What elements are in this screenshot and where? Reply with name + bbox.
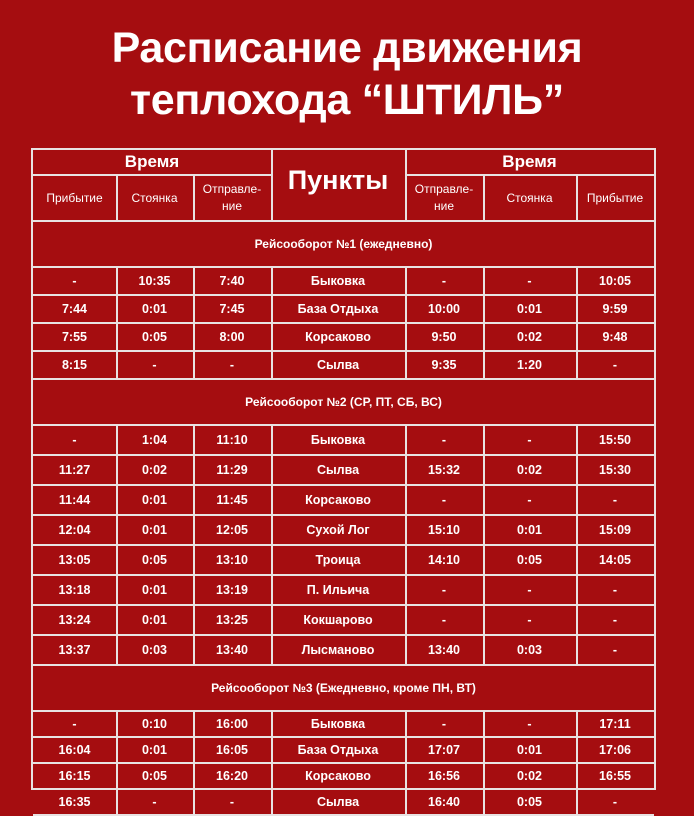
grid-line: [271, 606, 273, 634]
stop-name: База Отдыха: [297, 302, 379, 316]
title-line-2: теплохода “ШТИЛЬ”: [130, 76, 564, 124]
time-cell: 16:04: [58, 743, 91, 757]
time-cell: 11:45: [216, 493, 248, 507]
time-cell: 0:05: [141, 330, 168, 344]
grid-line: [116, 268, 118, 294]
stop-name: Корсаково: [305, 330, 371, 344]
time-cell: 13:19: [216, 583, 248, 597]
grid-line: [193, 324, 195, 350]
grid-line: [405, 636, 407, 664]
grid-line: [483, 546, 485, 574]
time-cell: 0:01: [141, 302, 168, 316]
grid-line: [193, 268, 195, 294]
time-cell: 13:24: [58, 613, 91, 627]
time-cell: 0:03: [141, 643, 168, 657]
time-cell: 10:05: [599, 274, 631, 288]
time-cell: 0:01: [141, 523, 168, 537]
grid-line: [576, 738, 578, 762]
grid-line: [576, 576, 578, 604]
grid-line: [271, 636, 273, 664]
stop-name: Сухой Лог: [306, 523, 370, 537]
time-cell: 11:29: [216, 463, 248, 477]
time-cell: 14:10: [428, 553, 460, 567]
grid-line: [576, 764, 578, 788]
grid-line: [483, 296, 485, 322]
time-cell: 11:44: [58, 493, 91, 507]
grid-line: [576, 296, 578, 322]
grid-line: [576, 636, 578, 664]
time-cell: 15:30: [599, 463, 631, 477]
grid-line: [576, 546, 578, 574]
time-cell: -: [72, 717, 77, 731]
grid-line: [405, 738, 407, 762]
grid-line: [193, 516, 195, 544]
time-cell: 1:20: [516, 358, 543, 372]
grid-line: [483, 790, 485, 814]
time-cell: 8:15: [61, 358, 88, 372]
time-cell: -: [441, 583, 447, 597]
time-cell: 12:04: [58, 523, 91, 537]
grid-line: [116, 546, 118, 574]
grid-line: [405, 546, 407, 574]
stop-name: Быковка: [310, 274, 366, 288]
time-cell: 0:01: [516, 743, 543, 757]
time-cell: 0:05: [141, 553, 168, 567]
grid-line: [271, 576, 273, 604]
time-cell: 7:40: [219, 274, 245, 288]
grid-line: [405, 352, 407, 378]
grid-line: [271, 456, 273, 484]
time-cell: 17:07: [428, 743, 460, 757]
grid-line: [576, 712, 578, 736]
time-cell: -: [441, 274, 447, 288]
time-cell: -: [229, 795, 235, 809]
grid-line: [576, 174, 578, 220]
grid-line: [193, 456, 195, 484]
header-right-col-1: Стоянка: [506, 190, 553, 205]
section-title-3: Рейсооборот №3 (Ежедневно, кроме ПН, ВТ): [211, 681, 476, 695]
time-cell: 0:01: [141, 583, 168, 597]
grid-line: [116, 606, 118, 634]
grid-line: [193, 606, 195, 634]
time-cell: 14:05: [599, 553, 631, 567]
grid-line: [193, 636, 195, 664]
grid-line: [116, 712, 118, 736]
stop-name: Кокшарово: [303, 613, 373, 627]
time-cell: -: [72, 433, 77, 447]
time-cell: 8:00: [219, 330, 245, 344]
grid-line: [405, 296, 407, 322]
time-cell: -: [612, 358, 618, 372]
grid-line: [116, 516, 118, 544]
time-cell: -: [612, 613, 618, 627]
stop-name: Троица: [315, 553, 361, 567]
grid-line: [193, 352, 195, 378]
header-time-left: Время: [124, 152, 180, 171]
time-cell: 7:55: [61, 330, 88, 344]
time-cell: 13:25: [216, 613, 248, 627]
grid-line: [405, 150, 407, 220]
schedule-title: [0, 22, 694, 126]
time-cell: 10:00: [428, 302, 460, 316]
time-cell: 0:01: [141, 743, 168, 757]
time-cell: 16:55: [599, 769, 631, 783]
time-cell: -: [612, 583, 618, 597]
header-left-col-2: Отправле- ние: [202, 182, 262, 213]
grid-line: [193, 486, 195, 514]
time-cell: 0:05: [516, 553, 543, 567]
time-cell: -: [441, 433, 447, 447]
time-cell: 17:06: [599, 743, 631, 757]
title-line-1: Расписание движения: [111, 24, 583, 72]
time-cell: 12:05: [216, 523, 248, 537]
time-cell: -: [441, 493, 447, 507]
time-cell: 7:44: [61, 302, 88, 316]
time-cell: 0:10: [141, 717, 168, 731]
grid-line: [405, 516, 407, 544]
grid-line: [483, 636, 485, 664]
time-cell: -: [612, 795, 618, 809]
time-cell: 0:05: [141, 769, 168, 783]
grid-line: [576, 606, 578, 634]
grid-line: [271, 324, 273, 350]
grid-line: [405, 790, 407, 814]
time-cell: 15:10: [428, 523, 460, 537]
header-left-col-0: Прибытие: [46, 190, 103, 205]
time-cell: 0:01: [141, 613, 168, 627]
time-cell: 13:40: [216, 643, 248, 657]
grid-line: [483, 712, 485, 736]
time-cell: 17:11: [599, 717, 631, 731]
section-title-2: Рейсооборот №2 (СР, ПТ, СБ, ВС): [245, 395, 442, 409]
grid-line: [116, 352, 118, 378]
grid-line: [193, 738, 195, 762]
grid-line: [483, 268, 485, 294]
grid-line: [116, 426, 118, 454]
time-cell: 0:02: [516, 330, 543, 344]
time-cell: 10:35: [138, 274, 171, 288]
time-cell: -: [72, 274, 77, 288]
grid-line: [116, 764, 118, 788]
grid-line: [483, 486, 485, 514]
grid-line: [116, 738, 118, 762]
header-time-right: Время: [502, 152, 557, 171]
grid-line: [405, 324, 407, 350]
time-cell: 0:02: [141, 463, 168, 477]
grid-line: [576, 456, 578, 484]
grid-line: [116, 636, 118, 664]
time-cell: 16:15: [58, 769, 91, 783]
time-cell: -: [152, 358, 157, 372]
grid-line: [193, 296, 195, 322]
grid-line: [116, 456, 118, 484]
time-cell: 11:27: [58, 463, 91, 477]
time-cell: -: [527, 493, 532, 507]
stop-name: Корсаково: [305, 769, 371, 783]
header-points: Пункты: [287, 164, 389, 195]
grid-line: [483, 352, 485, 378]
grid-line: [483, 738, 485, 762]
grid-line: [116, 296, 118, 322]
grid-line: [116, 324, 118, 350]
time-cell: 7:45: [219, 302, 245, 316]
time-cell: 15:50: [599, 433, 631, 447]
time-cell: 0:02: [516, 769, 543, 783]
grid-line: [193, 546, 195, 574]
grid-line: [116, 174, 118, 220]
time-cell: 0:05: [516, 795, 543, 809]
grid-line: [405, 712, 407, 736]
time-cell: 9:59: [602, 302, 628, 316]
time-cell: -: [527, 433, 532, 447]
grid-line: [405, 426, 407, 454]
grid-line: [483, 324, 485, 350]
stop-name: Корсаково: [305, 493, 371, 507]
grid-line: [271, 516, 273, 544]
grid-line: [271, 150, 273, 220]
grid-line: [483, 576, 485, 604]
time-cell: 11:10: [216, 433, 248, 447]
time-cell: -: [441, 613, 447, 627]
grid-line: [271, 764, 273, 788]
time-cell: 16:05: [216, 743, 248, 757]
time-cell: 15:09: [599, 523, 631, 537]
time-cell: -: [527, 717, 532, 731]
section-title-1: Рейсооборот №1 (ежедневно): [254, 237, 433, 251]
stop-name: База Отдыха: [297, 743, 379, 757]
grid-line: [576, 268, 578, 294]
grid-line: [405, 486, 407, 514]
grid-line: [271, 296, 273, 322]
time-cell: -: [441, 717, 447, 731]
grid-line: [405, 764, 407, 788]
grid-line: [271, 486, 273, 514]
grid-line: [483, 516, 485, 544]
grid-line: [405, 174, 654, 176]
time-cell: 9:48: [602, 330, 628, 344]
time-cell: 16:40: [428, 795, 460, 809]
time-cell: -: [612, 643, 618, 657]
grid-line: [271, 426, 273, 454]
time-cell: -: [152, 795, 157, 809]
header-left-col-1: Стоянка: [131, 190, 178, 205]
grid-line: [405, 268, 407, 294]
grid-line: [405, 456, 407, 484]
stop-name: Сылва: [316, 795, 360, 809]
header-right-col-2: Прибытие: [586, 190, 644, 205]
grid-line: [576, 486, 578, 514]
grid-line: [193, 764, 195, 788]
time-cell: 16:20: [216, 769, 248, 783]
grid-line: [116, 576, 118, 604]
grid-line: [193, 712, 195, 736]
grid-line: [193, 790, 195, 814]
time-cell: 0:01: [516, 302, 543, 316]
grid-line: [483, 426, 485, 454]
time-cell: -: [612, 493, 618, 507]
grid-line: [193, 426, 195, 454]
time-cell: 16:56: [428, 769, 460, 783]
grid-line: [405, 576, 407, 604]
grid-line: [271, 790, 273, 814]
stop-name: Быковка: [310, 433, 366, 447]
grid-line: [33, 174, 271, 176]
grid-line: [576, 352, 578, 378]
time-cell: 13:40: [428, 643, 460, 657]
grid-line: [193, 174, 195, 220]
time-cell: 15:32: [428, 463, 460, 477]
schedule-table: [31, 148, 656, 809]
time-cell: -: [527, 274, 532, 288]
grid-line: [483, 174, 485, 220]
grid-line: [483, 456, 485, 484]
grid-line: [193, 576, 195, 604]
time-cell: 9:50: [431, 330, 457, 344]
time-cell: 0:01: [516, 523, 543, 537]
grid-line: [576, 790, 578, 814]
time-cell: -: [527, 613, 532, 627]
stop-name: Быковка: [310, 717, 366, 731]
time-cell: 13:37: [58, 643, 91, 657]
time-cell: -: [527, 583, 532, 597]
grid-line: [483, 606, 485, 634]
grid-line: [271, 268, 273, 294]
grid-line: [271, 712, 273, 736]
stop-name: Сылва: [316, 358, 360, 372]
grid-line: [576, 516, 578, 544]
grid-line: [576, 426, 578, 454]
time-cell: 13:18: [58, 583, 91, 597]
time-cell: 13:10: [216, 553, 248, 567]
grid-line: [271, 738, 273, 762]
grid-line: [271, 352, 273, 378]
stop-name: Сылва: [316, 463, 360, 477]
grid-line: [116, 790, 118, 814]
grid-line: [271, 546, 273, 574]
time-cell: 16:35: [58, 795, 91, 809]
grid-line: [576, 324, 578, 350]
time-cell: 1:04: [141, 433, 168, 447]
grid-line: [405, 606, 407, 634]
header-right-col-0: Отправле- ние: [414, 182, 474, 213]
time-cell: -: [229, 358, 235, 372]
time-cell: 0:02: [516, 463, 543, 477]
grid-line: [116, 486, 118, 514]
grid-line: [483, 764, 485, 788]
time-cell: 9:35: [431, 358, 457, 372]
time-cell: 16:00: [216, 717, 248, 731]
time-cell: 0:03: [516, 643, 543, 657]
stop-name: П. Ильича: [306, 583, 370, 597]
time-cell: 0:01: [141, 493, 168, 507]
stop-name: Лысманово: [301, 643, 375, 657]
time-cell: 13:05: [58, 553, 91, 567]
